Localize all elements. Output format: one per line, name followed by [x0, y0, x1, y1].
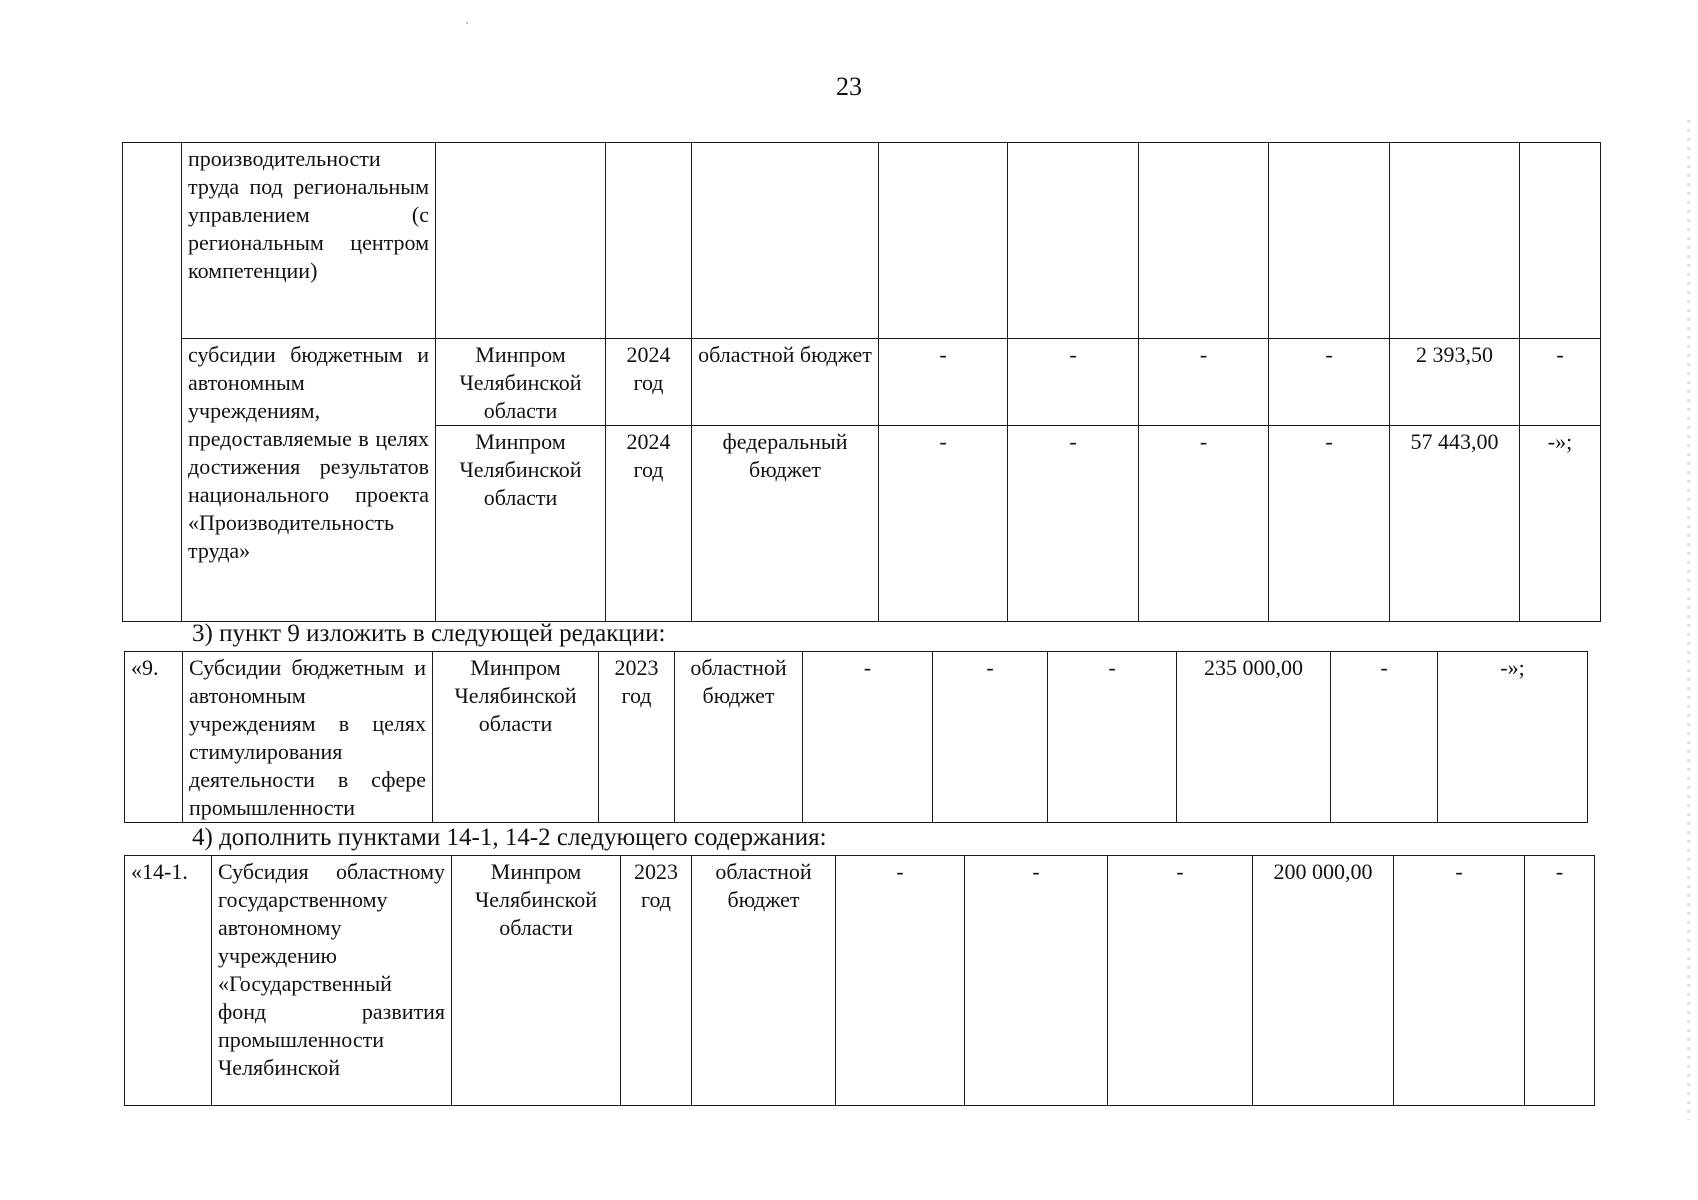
- executor-cell: Минпром Челябинской области: [436, 339, 606, 426]
- year-cell: 2024 год: [606, 426, 692, 622]
- value-cell: -: [1139, 426, 1269, 622]
- value-cell: -: [1525, 856, 1595, 1106]
- row-number-cell: [123, 143, 182, 622]
- value-cell: -: [836, 856, 965, 1106]
- value-cell: -: [1394, 856, 1525, 1106]
- measure-cell: субсидии бюджетным и автономным учреждениям, предоставляемые в целях достижения результатов национального проекта «Производительность труда»: [182, 339, 436, 622]
- source-cell: областной бюджет: [675, 652, 803, 823]
- source-cell: областной бюджет: [692, 856, 836, 1106]
- measure-cell: производительности труда под региональным управлением (с региональным центром компетенции): [182, 143, 436, 339]
- page-number: 23: [836, 72, 862, 101]
- paragraph-4: 4) дополнить пунктами 14-1, 14-2 следующего содержания:: [192, 824, 827, 851]
- executor-cell: Минпром Челябинской области: [433, 652, 599, 823]
- table-row: [125, 652, 1588, 823]
- value-cell: -: [1108, 856, 1253, 1106]
- value-cell: -: [933, 652, 1048, 823]
- scan-edge-artifact: [1687, 120, 1690, 1120]
- table-continuation: [122, 142, 1601, 622]
- value-cell: -: [879, 426, 1008, 622]
- scan-speck: [466, 22, 468, 24]
- table-row: [125, 856, 1595, 1106]
- value-cell: 200 000,00: [1253, 856, 1394, 1106]
- value-cell: -: [1139, 339, 1269, 426]
- value-cell: -: [1008, 426, 1139, 622]
- executor-cell: Минпром Челябинской области: [436, 426, 606, 622]
- value-cell: -: [965, 856, 1108, 1106]
- value-cell: -: [879, 339, 1008, 426]
- value-cell: 235 000,00: [1177, 652, 1331, 823]
- value-cell: -»;: [1520, 426, 1601, 622]
- value-cell: -: [1269, 426, 1390, 622]
- executor-cell: Минпром Челябинской области: [452, 856, 621, 1106]
- table-item-14-1: [124, 855, 1595, 1106]
- value-cell: -: [1269, 339, 1390, 426]
- source-cell: областной бюджет: [692, 339, 879, 426]
- source-cell: федеральный бюджет: [692, 426, 879, 622]
- value-cell: 2 393,50: [1390, 339, 1520, 426]
- value-cell: -»;: [1438, 652, 1588, 823]
- table-row: [123, 143, 1601, 339]
- table-item-9: [124, 651, 1588, 823]
- value-cell: -: [803, 652, 933, 823]
- year-cell: 2023 год: [599, 652, 675, 823]
- value-cell: -: [1331, 652, 1438, 823]
- measure-cell: Субсидия областному государственному автономному учреждению «Государственный фонд развития промышленности Челябинской: [212, 856, 452, 1106]
- measure-cell: Субсидии бюджетным и автономным учреждениям в целях стимулирования деятельности в сфере промышленности: [183, 652, 433, 823]
- value-cell: -: [1048, 652, 1177, 823]
- item-number-cell: «9.: [125, 652, 183, 823]
- year-cell: 2023 год: [621, 856, 692, 1106]
- value-cell: -: [1008, 339, 1139, 426]
- value-cell: -: [1520, 339, 1601, 426]
- paragraph-3: 3) пункт 9 изложить в следующей редакции:: [192, 620, 666, 647]
- year-cell: 2024 год: [606, 339, 692, 426]
- item-number-cell: «14-1.: [125, 856, 212, 1106]
- value-cell: 57 443,00: [1390, 426, 1520, 622]
- table-row: [123, 339, 1601, 426]
